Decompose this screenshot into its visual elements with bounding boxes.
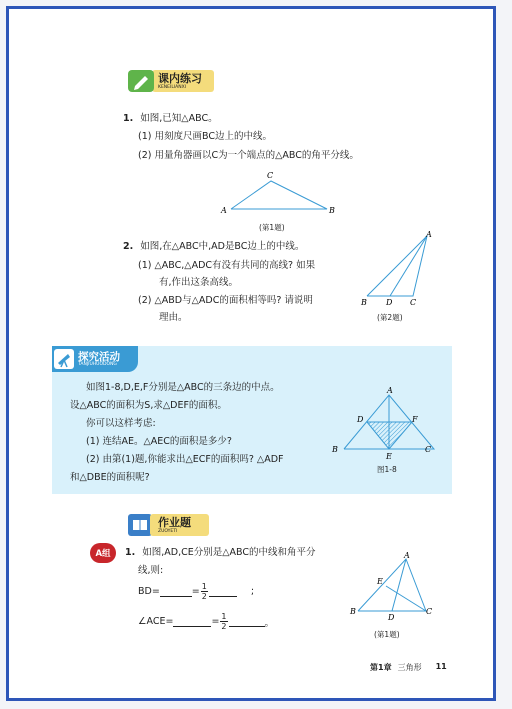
eq2-frac-num: 1 bbox=[221, 612, 227, 621]
eq1-frac-den: 2 bbox=[201, 592, 207, 601]
q2-number: 2. bbox=[123, 241, 134, 252]
hw-figure bbox=[344, 548, 440, 626]
q1-label-c: C bbox=[267, 171, 274, 180]
explore-p5: (2) 由第(1)题,你能求出△ECF的面积吗? △ADF bbox=[86, 454, 284, 465]
eq1-end: ; bbox=[250, 586, 255, 597]
hw-eq1 bbox=[138, 582, 254, 601]
hw-label-c: C bbox=[426, 607, 433, 616]
eq1-lhs: BD= bbox=[138, 586, 160, 597]
hw-caption: (第1题) bbox=[374, 630, 400, 639]
book-icon bbox=[128, 514, 152, 536]
eq1-frac-num: 1 bbox=[201, 582, 207, 591]
q1-label-a: A bbox=[221, 206, 227, 215]
practice-header bbox=[128, 70, 214, 92]
eq2-blank-1[interactable] bbox=[173, 616, 211, 627]
practice-subtitle: KENEILIANXI bbox=[158, 85, 187, 90]
eq1-fraction bbox=[201, 582, 208, 601]
q2-label-d: D bbox=[386, 298, 393, 307]
q1-figure bbox=[215, 168, 345, 218]
explore-label-f: F bbox=[412, 415, 418, 424]
footer-chapter: 第1章 bbox=[370, 663, 392, 672]
q2-label-b: B bbox=[361, 298, 367, 307]
footer-topic: 三角形 bbox=[397, 663, 422, 672]
eq2-end: 。 bbox=[264, 617, 275, 629]
q1-item-1: (1) 用刻度尺画BC边上的中线。 bbox=[138, 131, 272, 142]
hw-label-e: E bbox=[377, 577, 383, 586]
hw-eq2 bbox=[138, 612, 274, 631]
explore-figure bbox=[330, 382, 440, 460]
eq2-lhs: ∠ACE= bbox=[138, 616, 174, 627]
q1-stem-line bbox=[123, 112, 218, 125]
q1-label-b: B bbox=[329, 206, 335, 215]
eq2-blank-2[interactable] bbox=[229, 616, 265, 627]
explore-label-b: B bbox=[332, 445, 338, 454]
q2-caption: (第2题) bbox=[377, 313, 403, 322]
q2-label-a: A bbox=[426, 230, 432, 239]
page-footer bbox=[370, 662, 447, 673]
eq1-blank-2[interactable] bbox=[209, 586, 237, 597]
practice-title: 课内练习 bbox=[158, 72, 202, 85]
q1-item-2: (2) 用量角器画以C为一个端点的△ABC的角平分线。 bbox=[138, 150, 359, 161]
telescope-icon bbox=[54, 349, 74, 369]
eq1-equals: = bbox=[191, 586, 200, 597]
explore-label-a: A bbox=[387, 386, 393, 395]
explore-label-e: E bbox=[386, 452, 392, 460]
hw-label-a: A bbox=[404, 551, 410, 560]
hw-label-d: D bbox=[388, 613, 395, 622]
homework-header bbox=[128, 514, 209, 536]
explore-header bbox=[52, 346, 138, 372]
hw-q1-number: 1. bbox=[125, 547, 136, 558]
q2-item-1-line2: 有,作出这条高线。 bbox=[159, 277, 239, 288]
hw-label-b: B bbox=[350, 607, 356, 616]
q2-item-1-line1: (1) △ABC,△ADC有没有共同的高线? 如果 bbox=[138, 260, 316, 271]
eq2-frac-den: 2 bbox=[221, 622, 227, 631]
q2-label-c: C bbox=[410, 298, 417, 307]
explore-caption: 图1-8 bbox=[377, 465, 397, 474]
explore-p4: (1) 连结AE。△AEC的面积是多少? bbox=[86, 436, 232, 447]
pencil-icon bbox=[128, 70, 154, 92]
explore-title: 探究活动 bbox=[78, 351, 120, 363]
explore-p6: 和△DBE的面积呢? bbox=[70, 472, 150, 483]
explore-label-d: D bbox=[357, 415, 364, 424]
q2-item-2-line1: (2) △ABD与△ADC的面积相等吗? 请说明 bbox=[138, 295, 313, 306]
hw-q1-line2: 线,则: bbox=[138, 565, 164, 576]
group-badge bbox=[90, 543, 116, 563]
eq2-fraction bbox=[220, 612, 227, 631]
q1-number: 1. bbox=[123, 113, 134, 124]
group-badge-label: A组 bbox=[95, 549, 111, 559]
hw-q1-line1-row bbox=[125, 546, 316, 559]
eq2-equals: = bbox=[211, 616, 220, 627]
explore-p1: 如图1-8,D,E,F分别是△ABC的三条边的中点。 bbox=[86, 382, 280, 393]
footer-page-number: 11 bbox=[435, 662, 447, 671]
q2-stem-line bbox=[123, 240, 304, 253]
homework-subtitle: ZUOYETI bbox=[158, 529, 178, 534]
q1-stem: 如图,已知△ABC。 bbox=[140, 113, 218, 124]
q2-stem: 如图,在△ABC中,AD是BC边上的中线。 bbox=[140, 241, 305, 252]
q2-figure bbox=[355, 228, 435, 310]
explore-subtitle: TANJIUHUODONG bbox=[78, 362, 117, 367]
explore-p3: 你可以这样考虑: bbox=[86, 418, 156, 429]
explore-p2: 设△ABC的面积为S,求△DEF的面积。 bbox=[70, 400, 227, 411]
q1-caption: (第1题) bbox=[259, 223, 285, 232]
hw-q1-line1: 如图,AD,CE分别是△ABC的中线和角平分 bbox=[142, 547, 316, 558]
eq1-blank-1[interactable] bbox=[160, 586, 192, 597]
explore-label-c: C bbox=[425, 445, 432, 454]
q2-item-2-line2: 理由。 bbox=[159, 312, 188, 323]
homework-title: 作业题 bbox=[158, 516, 191, 529]
